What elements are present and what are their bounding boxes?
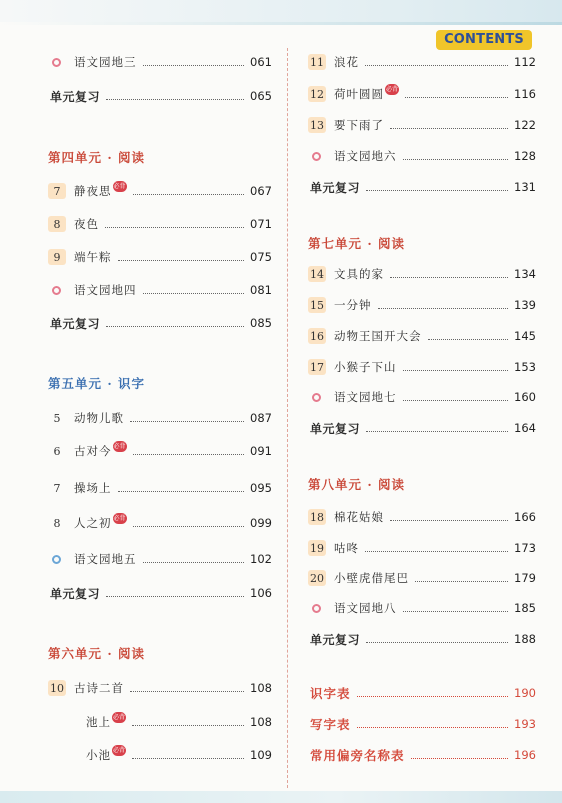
toc-entry[interactable] xyxy=(308,115,536,135)
page-number: 071 xyxy=(250,217,272,231)
lesson-number: 18 xyxy=(310,510,324,524)
unit-heading: 第五单元 · 识字 xyxy=(48,376,146,391)
page-number: 188 xyxy=(514,632,536,646)
lesson-number: 14 xyxy=(310,267,324,281)
page-number: 164 xyxy=(514,421,536,435)
page-number: 122 xyxy=(514,118,536,132)
toc-entry[interactable] xyxy=(86,745,272,765)
toc-entry[interactable] xyxy=(308,357,536,377)
dot-leader xyxy=(133,194,245,195)
page-number: 112 xyxy=(514,55,536,69)
page-number: 108 xyxy=(250,715,272,729)
toc-entry[interactable] xyxy=(86,712,272,732)
dot-leader xyxy=(390,520,508,521)
page-number: 065 xyxy=(250,89,272,103)
page-number: 173 xyxy=(514,541,536,555)
unit-heading: 第七单元 · 阅读 xyxy=(308,236,406,251)
dot-leader xyxy=(366,431,508,432)
dot-leader xyxy=(118,260,245,261)
dot-leader xyxy=(143,65,245,66)
page-number: 190 xyxy=(514,686,536,700)
unit-heading: 第四单元 · 阅读 xyxy=(48,150,146,165)
lesson-number: 5 xyxy=(53,411,61,425)
toc-entry[interactable] xyxy=(48,280,272,300)
lesson-number: 11 xyxy=(310,55,324,69)
entry-title: 要下雨了 xyxy=(334,118,384,132)
dot-leader xyxy=(133,526,245,527)
dot-leader xyxy=(428,339,509,340)
toc-entry[interactable] xyxy=(308,52,536,72)
toc-entry[interactable] xyxy=(48,181,272,201)
dot-leader xyxy=(403,611,509,612)
lesson-number: 20 xyxy=(310,571,324,585)
column-divider xyxy=(287,48,288,788)
unit-heading: 第八单元 · 阅读 xyxy=(308,477,406,492)
page-number: 095 xyxy=(250,481,272,495)
page-number: 106 xyxy=(250,586,272,600)
entry-title: 写字表 xyxy=(310,717,351,732)
entry-title: 棉花姑娘 xyxy=(334,510,384,524)
page-number: 185 xyxy=(514,601,536,615)
toc-entry[interactable] xyxy=(48,678,272,698)
bullet-circle-icon xyxy=(52,555,61,564)
must-recite-badge: 必背 xyxy=(385,85,398,93)
entry-title: 单元复习 xyxy=(310,632,361,647)
entry-title: 常用偏旁名称表 xyxy=(310,748,405,763)
bullet-circle-icon xyxy=(312,152,321,161)
toc-entry[interactable] xyxy=(48,52,272,72)
lesson-number: 16 xyxy=(310,329,324,343)
bottom-decorative-band xyxy=(0,791,562,803)
lesson-number: 7 xyxy=(53,481,61,495)
dot-leader xyxy=(143,293,245,294)
lesson-number: 17 xyxy=(310,360,324,374)
entry-title: 单元复习 xyxy=(50,89,101,104)
toc-entry[interactable] xyxy=(310,177,536,197)
entry-title: 语文园地六 xyxy=(334,149,397,163)
page-number: 139 xyxy=(514,298,536,312)
toc-entry[interactable] xyxy=(310,629,536,649)
toc-entry[interactable] xyxy=(50,313,272,333)
toc-entry[interactable] xyxy=(48,478,272,498)
lesson-number: 8 xyxy=(53,516,61,530)
toc-entry[interactable] xyxy=(310,418,536,438)
page-number: 166 xyxy=(514,510,536,524)
dot-leader xyxy=(411,758,509,759)
lesson-number: 13 xyxy=(310,118,324,132)
entry-title: 单元复习 xyxy=(310,421,361,436)
page-number: 179 xyxy=(514,571,536,585)
must-recite-badge: 必背 xyxy=(112,713,125,721)
page-number: 081 xyxy=(250,283,272,297)
dot-leader xyxy=(390,128,508,129)
dot-leader xyxy=(405,97,508,98)
dot-leader xyxy=(130,691,244,692)
page-number: 196 xyxy=(514,748,536,762)
lesson-number: 15 xyxy=(310,298,324,312)
toc-entry[interactable] xyxy=(310,683,536,703)
dot-leader xyxy=(132,758,244,759)
dot-leader xyxy=(106,596,244,597)
must-recite-badge: 必背 xyxy=(113,182,126,190)
page-number: 145 xyxy=(514,329,536,343)
entry-title: 单元复习 xyxy=(50,316,101,331)
entry-title: 单元复习 xyxy=(50,586,101,601)
must-recite-badge: 必背 xyxy=(113,442,126,450)
toc-entry[interactable] xyxy=(48,549,272,569)
entry-title: 古对今 xyxy=(74,444,112,458)
entry-title: 荷叶圆圆 xyxy=(334,87,384,101)
dot-leader xyxy=(403,400,509,401)
dot-leader xyxy=(118,491,245,492)
unit-heading: 第六单元 · 阅读 xyxy=(48,646,146,661)
entry-title: 一分钟 xyxy=(334,298,372,312)
entry-title: 语文园地七 xyxy=(334,390,397,404)
lesson-number: 10 xyxy=(50,681,64,695)
toc-entry[interactable] xyxy=(48,214,272,234)
top-decorative-band xyxy=(0,0,562,22)
entry-title: 咕咚 xyxy=(334,541,359,555)
dot-leader xyxy=(415,581,508,582)
toc-entry[interactable] xyxy=(308,264,536,284)
must-recite-badge: 必背 xyxy=(113,514,126,522)
toc-entry[interactable] xyxy=(50,86,272,106)
dot-leader xyxy=(106,326,244,327)
entry-title: 夜色 xyxy=(74,217,99,231)
entry-title: 语文园地八 xyxy=(334,601,397,615)
toc-entry[interactable] xyxy=(310,714,536,734)
toc-entry[interactable] xyxy=(308,598,536,618)
toc-entry[interactable] xyxy=(48,247,272,267)
dot-leader xyxy=(105,227,244,228)
toc-entry[interactable] xyxy=(48,441,272,461)
dot-leader xyxy=(357,727,509,728)
dot-leader xyxy=(133,454,245,455)
entry-title: 浪花 xyxy=(334,55,359,69)
entry-title: 人之初 xyxy=(74,516,112,530)
page-number: 116 xyxy=(514,87,536,101)
page-number: 131 xyxy=(514,180,536,194)
page-number: 153 xyxy=(514,360,536,374)
entry-title: 文具的家 xyxy=(334,267,384,281)
page-number: 109 xyxy=(250,748,272,762)
entry-title: 操场上 xyxy=(74,481,112,495)
toc-entry[interactable] xyxy=(310,745,536,765)
toc-entry[interactable] xyxy=(50,583,272,603)
contents-label: CONTENTS xyxy=(436,30,532,50)
entry-title: 小猴子下山 xyxy=(334,360,397,374)
dot-leader xyxy=(365,65,508,66)
toc-entry[interactable] xyxy=(48,513,272,533)
toc-entry[interactable] xyxy=(308,507,536,527)
dot-leader xyxy=(403,370,509,371)
page-number: 134 xyxy=(514,267,536,281)
entry-title: 语文园地四 xyxy=(74,283,137,297)
entry-title: 静夜思 xyxy=(74,184,112,198)
dot-leader xyxy=(366,190,508,191)
page-number: 085 xyxy=(250,316,272,330)
entry-title: 动物王国开大会 xyxy=(334,329,422,343)
dot-leader xyxy=(130,421,244,422)
lesson-number: 7 xyxy=(48,183,66,199)
page-number: 067 xyxy=(250,184,272,198)
lesson-number: 8 xyxy=(48,216,66,232)
entry-title: 小壁虎借尾巴 xyxy=(334,571,409,585)
lesson-number: 6 xyxy=(53,444,61,458)
page-number: 091 xyxy=(250,444,272,458)
toc-entry[interactable] xyxy=(308,295,536,315)
dot-leader xyxy=(143,562,245,563)
entry-title: 单元复习 xyxy=(310,180,361,195)
bullet-circle-icon xyxy=(52,58,61,67)
dot-leader xyxy=(132,725,244,726)
entry-title: 识字表 xyxy=(310,686,351,701)
page-number: 075 xyxy=(250,250,272,264)
entry-title: 语文园地五 xyxy=(74,552,137,566)
page-number: 108 xyxy=(250,681,272,695)
dot-leader xyxy=(357,696,509,697)
bullet-circle-icon xyxy=(312,604,321,613)
page-number: 099 xyxy=(250,516,272,530)
dot-leader xyxy=(390,277,508,278)
page-number: 193 xyxy=(514,717,536,731)
dot-leader xyxy=(403,159,509,160)
lesson-number: 19 xyxy=(310,541,324,555)
page-number: 061 xyxy=(250,55,272,69)
entry-title: 语文园地三 xyxy=(74,55,137,69)
entry-title: 古诗二首 xyxy=(74,681,124,695)
bullet-circle-icon xyxy=(312,393,321,402)
page-number: 102 xyxy=(250,552,272,566)
toc-entry[interactable] xyxy=(308,538,536,558)
dot-leader xyxy=(378,308,509,309)
must-recite-badge: 必背 xyxy=(112,746,125,754)
dot-leader xyxy=(365,551,508,552)
toc-entry[interactable] xyxy=(308,326,536,346)
lesson-number: 9 xyxy=(48,249,66,265)
entry-title: 动物儿歌 xyxy=(74,411,124,425)
entry-title: 端午粽 xyxy=(74,250,112,264)
entry-title: 池上 xyxy=(86,715,111,729)
toc-entry[interactable] xyxy=(308,84,536,104)
toc-entry[interactable] xyxy=(308,387,536,407)
toc-entry[interactable] xyxy=(48,408,272,428)
toc-entry[interactable] xyxy=(308,146,536,166)
lesson-number: 12 xyxy=(310,87,324,101)
dot-leader xyxy=(366,642,508,643)
page-number: 087 xyxy=(250,411,272,425)
toc-entry[interactable] xyxy=(308,568,536,588)
entry-title: 小池 xyxy=(86,748,111,762)
dot-leader xyxy=(106,99,244,100)
page-number: 128 xyxy=(514,149,536,163)
page-number: 160 xyxy=(514,390,536,404)
bullet-circle-icon xyxy=(52,286,61,295)
